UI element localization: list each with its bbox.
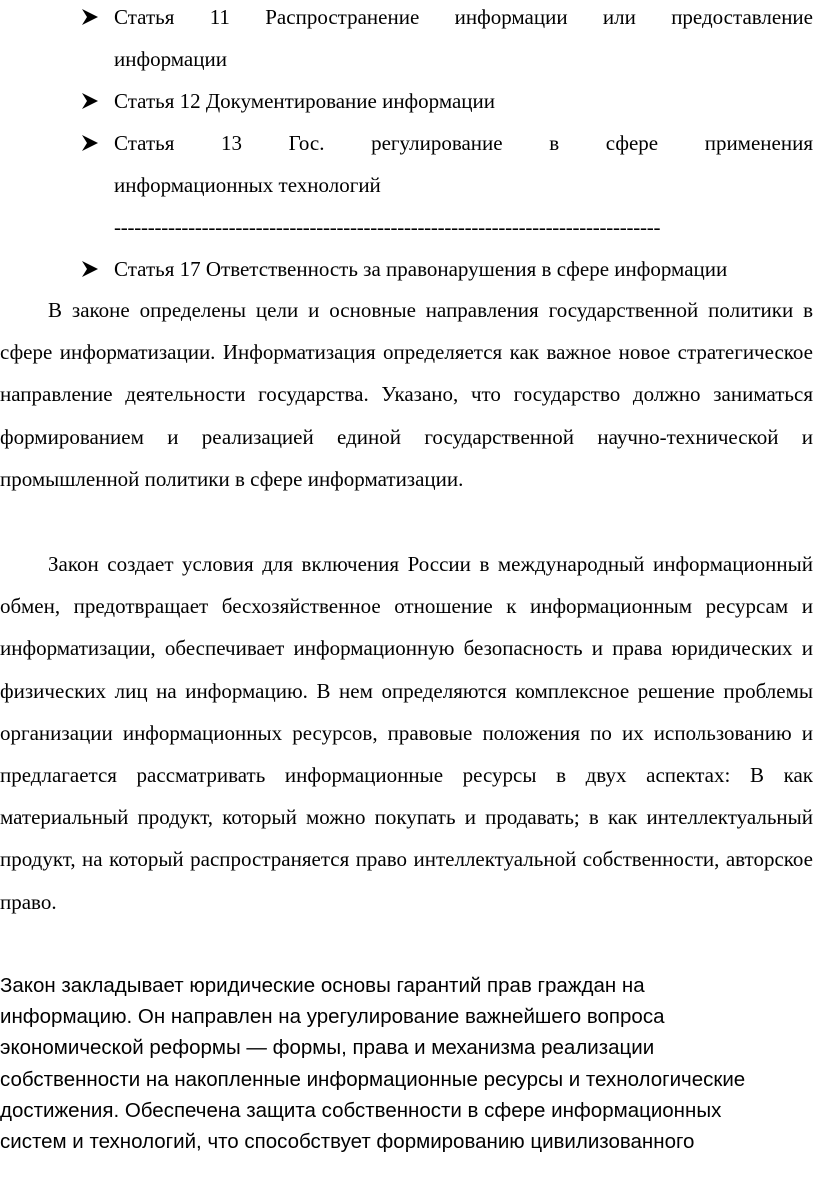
paragraph-line: экономической реформы — формы, права и механизма реализации [0,1036,655,1060]
list-item-text-continued: информации [114,47,227,71]
arrowhead-bullet-icon [80,91,100,111]
list-item-text: Статья 17 Ответственность за правонарушения в сфере информации [114,257,728,281]
list-item-article-17 [0,248,816,290]
list-item-text: Статья 12 Документирование информации [114,89,496,113]
paragraph-line: информацию. Он направлен на урегулирование важнейшего вопроса [0,1005,665,1029]
body-paragraph-goals [0,289,816,500]
body-paragraph-guarantees [0,970,816,1157]
body-paragraph-conditions [0,543,816,923]
article-list [0,0,816,290]
list-item-text: Статья 13 Гос. регулирование в сфере применения [114,131,813,155]
paragraph-line: систем и технологий, что способствует формированию цивилизованного [0,1130,695,1154]
paragraph-text: В законе определены цели и основные направления государственной политики в сфере информатизации. Информатизация определяется как важное новое стратегическое направление деятельности государства. Указано, что государство должно заниматься формированием и реализацией единой государственной научно-технической и промышленной политики в сфере информатизации. [0,298,813,491]
list-item-text: Статья 11 Распространение информации или предоставление [114,5,813,29]
list-item-article-11 [0,0,816,80]
list-item-article-13 [0,122,816,206]
arrowhead-bullet-icon [80,133,100,153]
separator-line: --------------------------------------------------------------------------------- [114,215,661,239]
paragraph-line: собственности на накопленные информационные ресурсы и технологические [0,1067,746,1091]
list-item-article-12 [0,80,816,122]
list-item-text-continued: информационных технологий [114,173,381,197]
paragraph-text: Закон создает условия для включения России в международный информационный обмен, предотвращает бесхозяйственное отношение к информационным ресурсам и информатизации, обеспечивает информационную безопасность и права юридических и физических лиц на информацию. В нем определяются комплексное решение проблемы организации информационных ресурсов, правовые положения по их использованию и предлагается рассматривать информационные ресурсы в двух аспектах: В как материальный продукт, который можно покупать и продавать; в как интеллектуальный продукт, на который распространяется право интеллектуальной собственности, авторское право. [0,552,813,914]
paragraph-line: Закон закладывает юридические основы гарантий прав граждан на [0,974,645,997]
paragraph-line: достижения. Обеспечена защита собственности в сфере информационных [0,1098,722,1122]
arrowhead-bullet-icon [80,7,100,27]
arrowhead-bullet-icon [80,259,100,279]
